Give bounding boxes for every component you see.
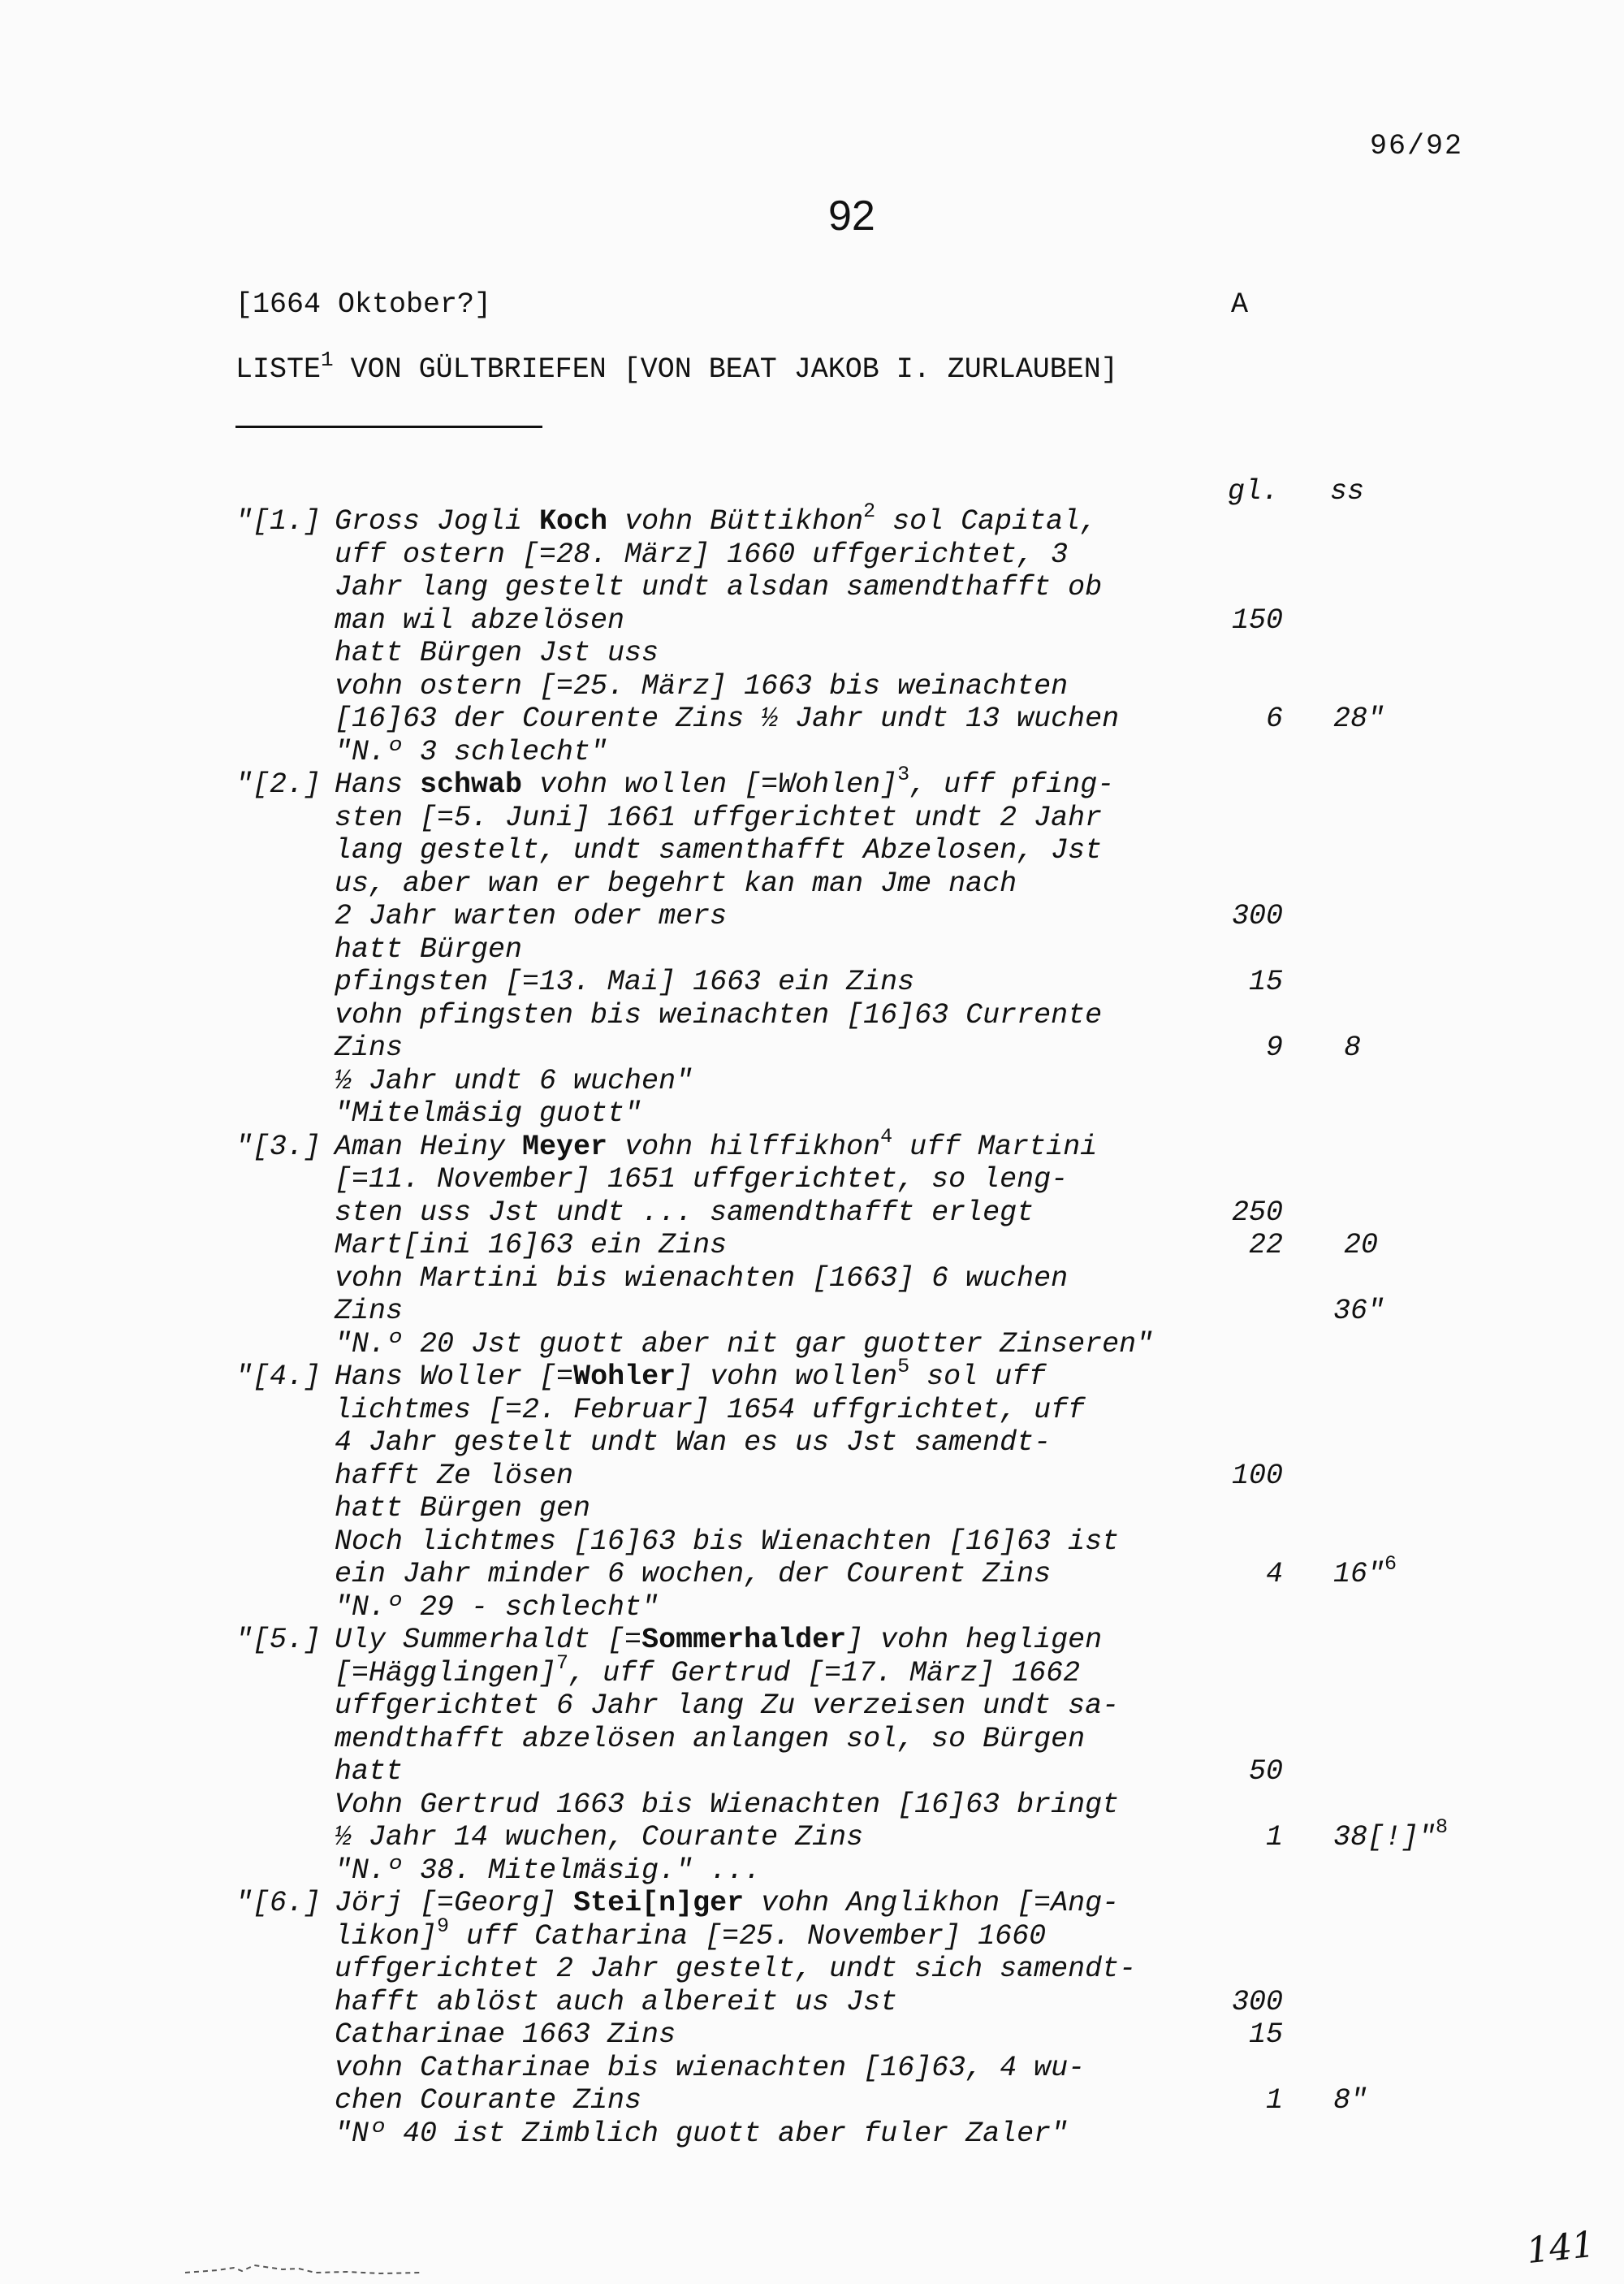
entry-text [335, 966, 914, 998]
entry-text [335, 834, 1102, 867]
amount-schilling-value: 28" [1333, 703, 1385, 735]
entry-text [335, 1426, 1051, 1459]
entry-line [0, 1854, 1624, 1888]
amount-schilling-value: 36" [1333, 1295, 1385, 1327]
amount-gulden: 50 [1248, 1755, 1283, 1788]
entry-text [335, 1355, 1047, 1393]
entry-text [335, 1723, 1085, 1755]
entry-line [0, 1953, 1624, 1986]
entry-text [335, 1624, 1102, 1656]
entry-line [0, 1624, 1624, 1657]
entry-text-part: Gross Jogli [335, 505, 540, 538]
entry-text [335, 1124, 1098, 1163]
entry-text-part: "N.º 3 schlecht" [335, 735, 608, 768]
person-name: Sommerhalder [641, 1624, 847, 1656]
scan-artifact [185, 2258, 421, 2276]
entry-line [0, 571, 1624, 604]
entry-list [0, 500, 1624, 2150]
entry-line [0, 539, 1624, 572]
entry-text [335, 539, 1068, 571]
entry-text [335, 900, 727, 932]
amount-gulden: 9 [1265, 1032, 1283, 1064]
entry-text [335, 802, 1102, 834]
amount-schilling [1344, 1032, 1361, 1064]
entry-line [0, 1328, 1624, 1361]
entry-number: "[6.] [235, 1887, 322, 1919]
entry-line [0, 1650, 1624, 1690]
entry-text-part: hatt [335, 1755, 404, 1788]
entry-line [0, 1815, 1624, 1854]
entry-text-part: vohn Catharinae bis wienachten [16]63, 4 wu- [335, 2051, 1086, 2084]
document-date: [1664 Oktober?] [235, 288, 492, 321]
entry-number: "[4.] [235, 1360, 322, 1393]
entry-line [0, 1552, 1624, 1591]
entry-text [335, 1689, 1119, 1722]
entry-line [0, 1689, 1624, 1723]
entry-text-part: uff Catharina [=25. November] 1660 [449, 1919, 1047, 1953]
entry-text-part: Jörj [=Georg] [335, 1887, 574, 1919]
entry-text [335, 867, 1017, 900]
entry-text-part: Vohn Gertrud 1663 bis Wienachten [16]63 bringt [335, 1788, 1120, 1821]
entry-text-part: "N.º 20 Jst guott aber nit gar guotter Zinseren" [335, 1327, 1154, 1360]
entry-text [335, 1097, 641, 1130]
entry-line [0, 1229, 1624, 1262]
entry-text-part: , uff Gertrud [=17. März] 1662 [568, 1656, 1081, 1689]
entry-text-part: uff Martini [892, 1130, 1098, 1163]
entry-line [0, 999, 1624, 1032]
amount-gulden: 15 [1248, 2018, 1283, 2051]
entry-line [0, 933, 1624, 967]
entry-text-part: uffgerichtet 6 Jahr lang Zu verzeisen undt sa- [335, 1689, 1120, 1722]
entry-text-part: vohn hilffikhon [607, 1130, 881, 1163]
entry-text-part: "Mitelmäsig guott" [335, 1097, 642, 1130]
entry-line [0, 1492, 1624, 1525]
entry-text [335, 703, 1119, 735]
column-header-gl: gl. [1228, 475, 1280, 508]
entry-line [0, 1124, 1624, 1164]
entry-text-part: ½ Jahr undt 6 wuchen" [335, 1064, 693, 1097]
entry-line [0, 2084, 1624, 2117]
entry-text-part: ½ Jahr 14 wuchen, Courante Zins [335, 1821, 864, 1854]
entry-text [335, 1591, 659, 1624]
entry-text-part: Hans Woller [= [335, 1360, 574, 1393]
entry-text-part: vohn Büttikhon [607, 505, 864, 538]
entry-line [0, 1887, 1624, 1920]
entry-line [0, 966, 1624, 999]
entry-text-part: chen Courante Zins [335, 2084, 642, 2117]
entry-text-part: "N.º 29 - schlecht" [335, 1590, 659, 1624]
entry-text-part: vohn ostern [=25. März] 1663 bis weinachten [335, 669, 1069, 703]
entry-text [335, 1650, 1081, 1689]
entry-line [0, 2018, 1624, 2052]
amount-gulden: 4 [1265, 1558, 1283, 1590]
entry-line [0, 1262, 1624, 1296]
entry-text-part: Uly Summerhaldt [= [335, 1624, 642, 1656]
column-header-ss: ss [1330, 475, 1365, 508]
entry-line [0, 1460, 1624, 1493]
entry-line [0, 637, 1624, 670]
person-name: Stei[n]ger [573, 1887, 745, 1919]
entry-text [335, 1887, 1119, 1919]
amount-schilling-value: 8" [1333, 2084, 1368, 2117]
entry-text-part: [16]63 der Courente Zins ½ Jahr undt 13 wuchen [335, 703, 1120, 735]
entry-text-part: sten uss Jst undt ... samendthafft erlegt [335, 1196, 1034, 1229]
entry-text-part: vohn Martini bis wienachten [1663] 6 wuchen [335, 1261, 1069, 1295]
amount-gulden: 1 [1265, 1821, 1283, 1854]
entry-line [0, 1196, 1624, 1230]
entry-text [335, 2117, 1068, 2150]
entry-text-part: Zins [335, 1032, 404, 1064]
entry-line [0, 1355, 1624, 1394]
entry-number: "[1.] [235, 505, 322, 538]
amount-schilling [1333, 1815, 1449, 1854]
entry-line [0, 604, 1624, 638]
entry-text [335, 1163, 1068, 1196]
title-rule [235, 426, 542, 428]
entry-text [335, 1986, 897, 2018]
entry-text-part: us, aber wan er begehrt kan man Jme nach [335, 867, 1017, 900]
entry-line [0, 1426, 1624, 1460]
entry-line [0, 834, 1624, 867]
entry-text [335, 2018, 676, 2051]
entry-text-part: 4 Jahr gestelt undt Wan es us Jst samendt- [335, 1426, 1052, 1459]
amount-gulden: 22 [1248, 1229, 1283, 1261]
document-title [235, 348, 1118, 386]
entry-text-part: sol uff [909, 1360, 1047, 1393]
footnote-marker: 2 [863, 500, 876, 523]
entry-line [0, 500, 1624, 539]
entry-text-part: "Nº 40 ist Zimblich guott aber fuler Zaler" [335, 2117, 1069, 2150]
entry-line [0, 867, 1624, 901]
amount-schilling-value: 8 [1344, 1032, 1362, 1064]
footnote-marker: 9 [437, 1914, 450, 1938]
entry-text-part: uffgerichtet 2 Jahr gestelt, undt sich samendt- [335, 1953, 1137, 1985]
entry-text-part: hatt Bürgen Jst uss [335, 637, 659, 669]
entry-text-part: [=11. November] 1651 uffgerichtet, so leng- [335, 1163, 1069, 1196]
entry-text [335, 1295, 403, 1327]
entry-text [335, 1525, 1119, 1558]
entry-number: "[5.] [235, 1624, 322, 1656]
entry-line [0, 1525, 1624, 1559]
entry-text [335, 1065, 693, 1097]
entry-text [335, 2052, 1085, 2084]
entry-text-part: pfingsten [=13. Mai] 1663 ein Zins [335, 966, 915, 998]
entry-text-part: [=Hägglingen] [335, 1656, 557, 1689]
entry-text-part: Jahr lang gestelt undt alsdan samendthafft ob [335, 571, 1103, 603]
entry-line [0, 1032, 1624, 1065]
amount-gulden: 300 [1231, 1985, 1283, 2018]
entry-text-part: lichtmes [=2. Februar] 1654 uffgrichtet, uff [335, 1393, 1086, 1426]
entry-text-part: Catharinae 1663 Zins [335, 2018, 676, 2051]
person-name: Koch [539, 505, 608, 538]
entry-text [335, 1558, 1051, 1590]
title-text-rest: VON GÜLTBRIEFEN [VON BEAT JAKOB I. ZURLAUBEN] [333, 353, 1118, 386]
entry-text [335, 500, 1098, 538]
entry-text-part: sol Capital, [875, 505, 1098, 538]
entry-text-part: vohn pfingsten bis weinachten [16]63 Currente [335, 998, 1103, 1032]
entry-text [335, 1196, 1034, 1229]
entry-text [335, 1229, 727, 1261]
entry-text [335, 604, 624, 637]
entry-text-part: Mart[ini 16]63 ein Zins [335, 1229, 728, 1261]
entry-text-part: Hans [335, 768, 421, 801]
amount-schilling [1333, 1295, 1384, 1327]
entry-line [0, 1723, 1624, 1756]
entry-text [335, 637, 659, 669]
entry-text [335, 1394, 1085, 1426]
title-text: LISTE [235, 353, 322, 386]
entry-text [335, 1328, 1153, 1360]
entry-text-part: hafft ablöst auch albereit us Jst [335, 1985, 898, 2018]
entry-number: "[3.] [235, 1130, 322, 1163]
entry-line [0, 763, 1624, 802]
entry-line [0, 736, 1624, 769]
entry-line [0, 1789, 1624, 1822]
amount-gulden: 1 [1265, 2084, 1283, 2117]
entry-text-part: hatt Bürgen [335, 932, 523, 966]
entry-line [0, 1591, 1624, 1624]
amount-schilling-value: 38[!]" [1333, 1821, 1436, 1854]
amount-schilling [1333, 703, 1384, 735]
entry-text-part: Aman Heiny [335, 1130, 523, 1163]
folio-number: 96/92 [1370, 130, 1464, 162]
entry-text-part: hatt Bürgen gen [335, 1492, 591, 1525]
person-name: Wohler [573, 1360, 676, 1393]
entry-line [0, 1394, 1624, 1427]
entry-text [335, 1821, 863, 1854]
entry-line [0, 1295, 1624, 1328]
amount-gulden: 300 [1231, 900, 1283, 932]
entry-text [335, 670, 1068, 703]
entry-number: "[2.] [235, 768, 322, 801]
entry-line [0, 1986, 1624, 2019]
entry-line [0, 703, 1624, 736]
entry-text-part: likon] [335, 1919, 438, 1953]
footnote-marker: 4 [880, 1124, 893, 1148]
entry-text [335, 1460, 573, 1492]
entry-text-part: "N.º 38. Mitelmäsig." ... [335, 1854, 762, 1887]
document-letter: A [1231, 288, 1249, 321]
entry-text-part: Zins [335, 1295, 404, 1327]
handwritten-page-mark: 141 [1524, 2223, 1597, 2273]
entry-line [0, 2117, 1624, 2151]
entry-line [0, 1163, 1624, 1196]
entry-text-part: 2 Jahr warten oder mers [335, 900, 728, 932]
footnote-marker: 3 [897, 763, 910, 786]
amount-schilling [1333, 1552, 1397, 1590]
entry-text [335, 1262, 1068, 1295]
entry-text [335, 999, 1102, 1032]
entry-text-part: Noch lichtmes [16]63 bis Wienachten [16]63 ist [335, 1525, 1120, 1558]
entry-text-part: uff ostern [=28. März] 1660 uffgerichtet, 3 [335, 538, 1069, 571]
page-number: 92 [828, 192, 875, 240]
entry-text [335, 2084, 641, 2117]
entry-text-part: ein Jahr minder 6 wochen, der Courent Zins [335, 1558, 1052, 1590]
amount-gulden: 100 [1231, 1459, 1283, 1492]
entry-line [0, 1065, 1624, 1098]
entry-text [335, 763, 1115, 801]
entry-text-part: mendthafft abzelösen anlangen sol, so Bürgen [335, 1722, 1086, 1755]
entry-text-part: ] vohn hegligen [846, 1624, 1103, 1656]
title-footnote: 1 [321, 348, 334, 372]
entry-text-part: vohn Anglikhon [=Ang- [744, 1887, 1120, 1919]
entry-text-part: hafft Ze lösen [335, 1459, 574, 1492]
entry-text [335, 1032, 403, 1064]
entry-text [335, 933, 522, 966]
entry-line [0, 1914, 1624, 1953]
amount-gulden: 15 [1248, 966, 1283, 998]
entry-text [335, 571, 1102, 603]
amount-gulden: 250 [1231, 1196, 1283, 1229]
entry-line [0, 1755, 1624, 1789]
entry-text [335, 1492, 590, 1525]
entry-text-part: , uff pfing- [909, 768, 1115, 801]
entry-line [0, 1097, 1624, 1131]
entry-text-part: man wil abzelösen [335, 603, 625, 637]
entry-text-part: sten [=5. Juni] 1661 uffgerichtet undt 2 Jahr [335, 801, 1103, 834]
entry-text [335, 1914, 1047, 1953]
footnote-marker: 7 [556, 1650, 569, 1675]
entry-text [335, 1953, 1136, 1985]
amount-gulden: 6 [1265, 703, 1283, 735]
entry-line [0, 670, 1624, 703]
person-name: schwab [420, 768, 523, 801]
amount-gulden: 150 [1231, 603, 1283, 637]
amount-schilling [1333, 2084, 1367, 2117]
person-name: Meyer [522, 1130, 608, 1163]
footnote-marker: 5 [897, 1355, 910, 1378]
amount-schilling [1344, 1229, 1378, 1261]
entry-text [335, 1755, 403, 1788]
entry-text-part: vohn wollen [=Wohlen] [522, 768, 898, 801]
amount-schilling-value: 20 [1344, 1229, 1379, 1261]
entry-text [335, 736, 607, 768]
entry-line [0, 2052, 1624, 2085]
entry-line [0, 900, 1624, 933]
entry-text-part: ] vohn wollen [676, 1360, 898, 1393]
amount-schilling-value: 16" [1333, 1558, 1385, 1590]
entry-text-part: lang gestelt, undt samenthafft Abzelosen, Jst [335, 834, 1103, 867]
footnote-marker: 6 [1384, 1552, 1397, 1576]
entry-line [0, 802, 1624, 835]
footnote-marker: 8 [1436, 1815, 1449, 1839]
entry-text [335, 1789, 1119, 1821]
entry-text [335, 1854, 761, 1887]
